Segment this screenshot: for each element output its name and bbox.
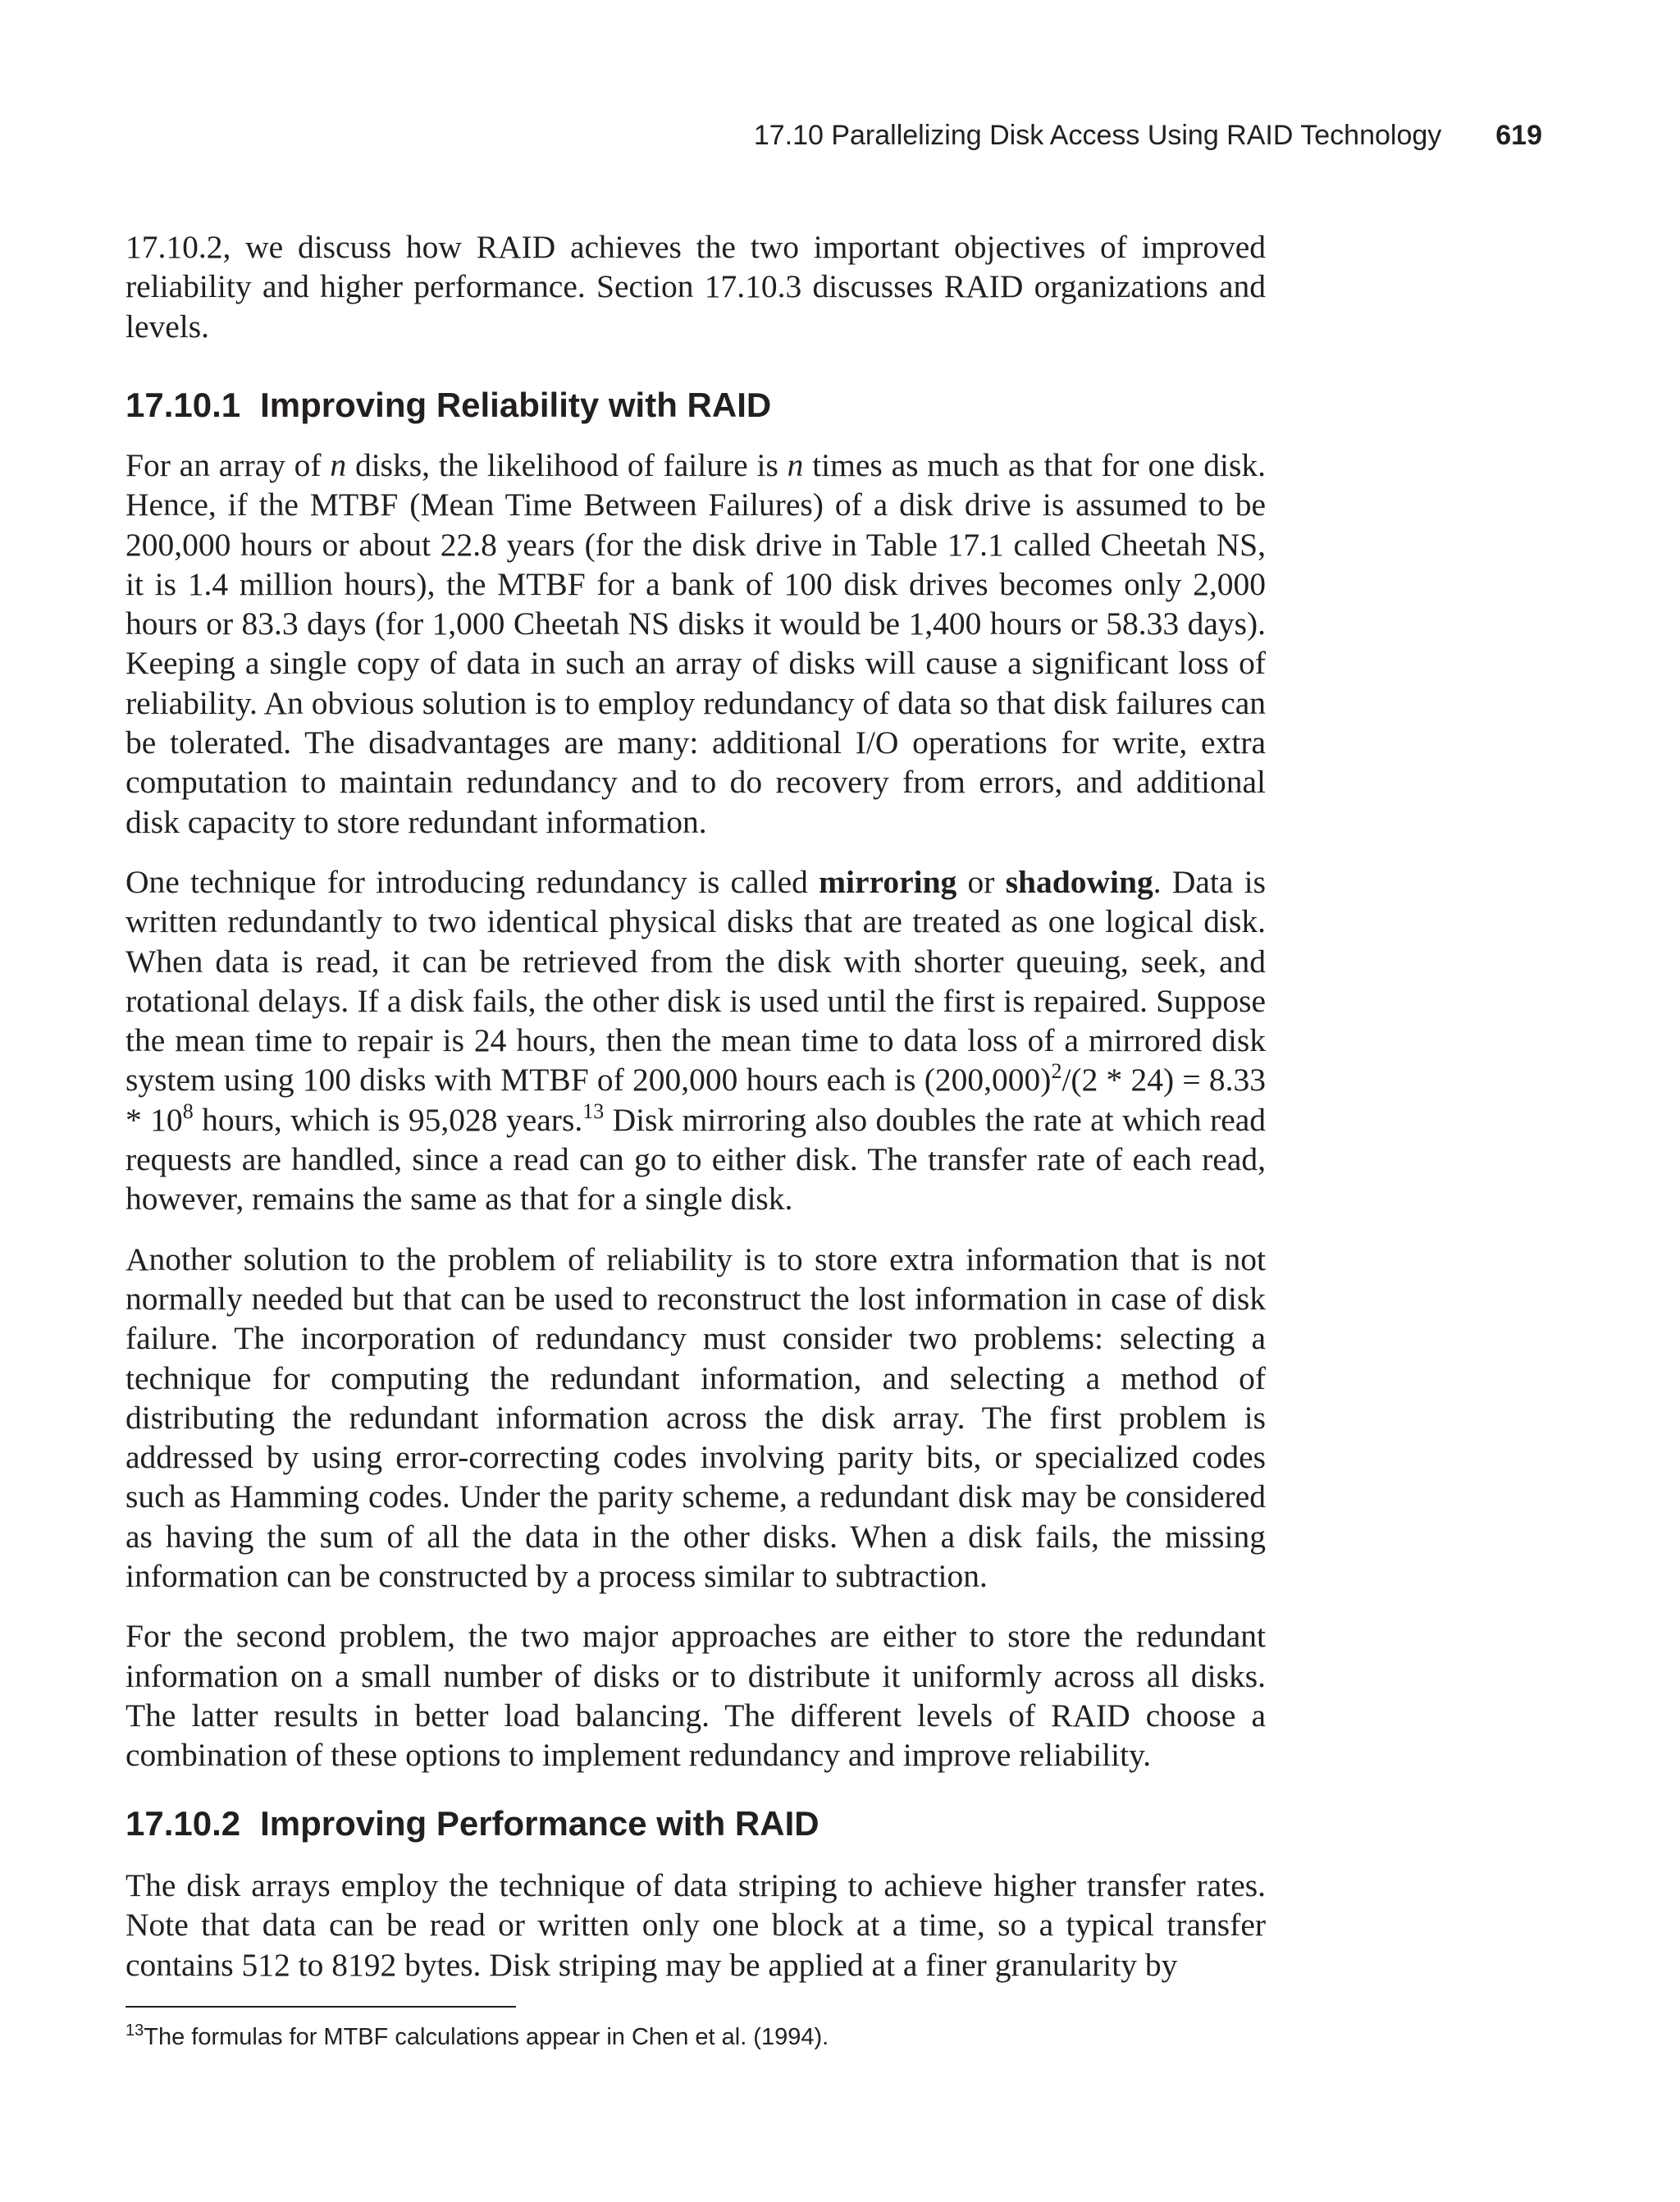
section-heading-17-10-1 — [126, 386, 771, 425]
variable-n: n — [787, 447, 804, 483]
page-number: 619 — [1495, 120, 1542, 151]
running-title: 17.10 Parallelizing Disk Access Using RAID Technology — [753, 120, 1442, 151]
paragraph-failure-likelihood: For an array of n disks, the likelihood of failure is n times as much as that for one disk. Hence, if the MTBF (Mean Time Between Failures) of a disk drive is assumed to be 200,000 hours or about 22.8 years (for the disk drive in Table 17.1 called Cheetah NS, it is 1.4 million hours), the MTBF for a bank of 100 disk drives becomes only 2,000 hours or 83.3 days (for 1,000 Cheetah NS disks it would be 1,400 hours or 58.33 days). Keeping a single copy of data in such an array of disks will cause a significant loss of reliability. An obvious solution is to employ redundancy of data so that disk failures can be tolerated. The disadvantages are many: additional I/O operations for write, extra computation to maintain redundancy and to do recovery from errors, and additional disk capacity to store redundant information. — [126, 447, 1267, 840]
running-head — [0, 120, 1542, 152]
footnote-text: The formulas for MTBF calculations appear in Chen et al. (1994). — [144, 2024, 829, 2050]
section-heading-17-10-2 — [126, 1804, 819, 1843]
superscript-exponent: 8 — [182, 1099, 194, 1123]
section-number: 17.10.1 — [126, 386, 241, 424]
variable-n: n — [330, 447, 347, 483]
paragraph-second-problem: For the second problem, the two major approaches are either to store the redundant information on a small number of disks or to distribute it uniformly across all disks. The latter results in better load balancing. The different levels of RAID choose a combination of these options to implement redundancy and improve reliability. — [126, 1618, 1266, 1774]
section-body-17-10-2 — [126, 1866, 1266, 2005]
superscript-exponent: 2 — [1051, 1059, 1062, 1084]
section-title: Improving Reliability with RAID — [260, 386, 772, 424]
intro-paragraph: 17.10.2, we discuss how RAID achieves the two important objectives of improved reliability and higher performance. Section 17.10.3 discusses RAID organizations and levels. — [126, 229, 1266, 345]
footnote-marker: 13 — [126, 2022, 144, 2040]
paragraph-mirroring: One technique for introducing redundancy is called mirroring or shadowing. Data is written redundantly to two identical physical disks that are treated as one logical disk. When data is read, it can be retrieved from the disk with shorter queuing, seek, and rotational delays. If a disk fails, the other disk is used until the first is repaired. Suppose the mean time to repair is 24 hours, then the mean time to data loss of a mirrored disk system using 100 disks with MTBF of 200,000 hours each is $(200,000)^2/(2 * 24) = 8.33 * 10^8$ hours, which is 95,028 years.$^{13}$ Disk mirroring also doubles the rate at which read requests are handled, since a read can go to either disk. The transfer rate of each read, however, remains the same as that for a single disk. — [126, 863, 1267, 1217]
footnote-reference[interactable]: 13 — [582, 1099, 605, 1123]
footnote — [126, 2022, 1274, 2052]
section-title: Improving Performance with RAID — [260, 1804, 819, 1843]
paragraph-extra-information: Another solution to the problem of reliability is to store extra information that is not normally needed but that can be used to reconstruct the lost information in case of disk failure. The incorporation of redundancy must consider two problems: selecting a technique for computing the redundant information, and selecting a method of distributing the redundant information across the disk array. The first problem is addressed by using error-correcting codes involving parity bits, or specialized codes such as Hamming codes. Under the parity scheme, a redundant disk may be considered as having the sum of all the data in the other disks. When a disk fails, the missing information can be constructed by a process similar to subtraction. — [126, 1240, 1266, 1595]
section-body-17-10-1 — [126, 445, 1266, 1796]
footnote-divider — [126, 2006, 516, 2008]
intro-block — [126, 227, 1266, 367]
section-number: 17.10.2 — [126, 1804, 241, 1843]
term-shadowing: shadowing — [1005, 863, 1153, 900]
paragraph-data-striping: The disk arrays employ the technique of data striping to achieve higher transfer rates. Note that data can be read or written only one block at a time, so a typical transfer contains 512 to 8192 bytes. Disk striping may be applied at a finer granularity by — [126, 1867, 1266, 1983]
term-mirroring: mirroring — [819, 863, 957, 900]
